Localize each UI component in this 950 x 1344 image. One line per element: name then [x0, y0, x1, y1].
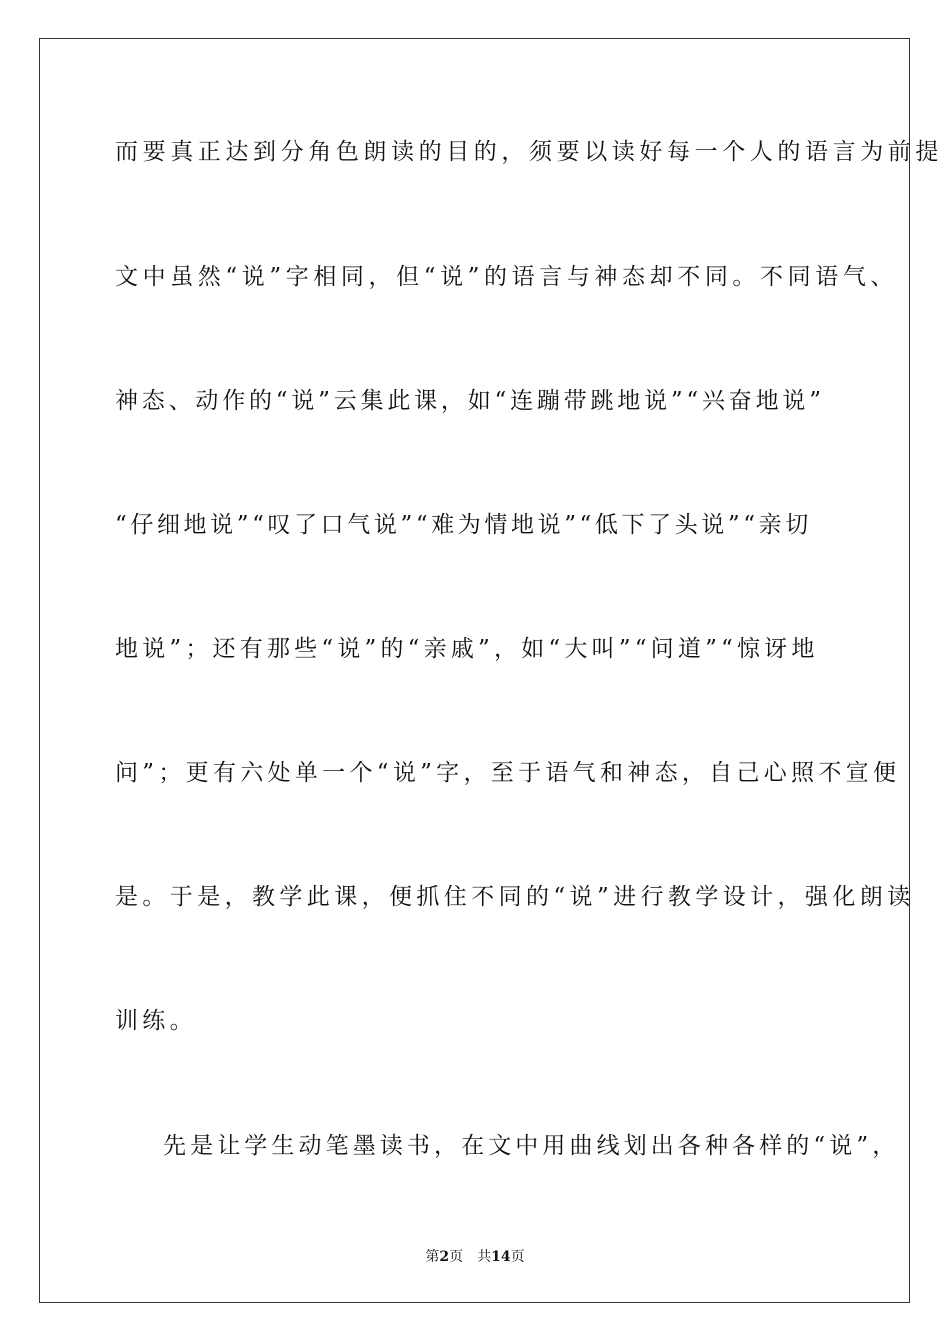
page-footer	[0, 1248, 950, 1266]
paragraph-line-8: 训练。	[115, 1008, 197, 1034]
paragraph-line-6: 问”；更有六处单一个“说”字，至于语气和神态，自己心照不宣便	[115, 760, 901, 786]
total-pages: 14	[491, 1249, 511, 1265]
page-border	[39, 38, 943, 1303]
page-number: 2	[439, 1249, 450, 1265]
paragraph-line-3: 神态、动作的“说”云集此课，如“连蹦带跳地说”“兴奋地说”	[115, 388, 825, 414]
page-prefix: 第	[425, 1249, 440, 1265]
paragraph-line-9: 先是让学生动笔墨读书，在文中用曲线划出各种各样的“说”，	[163, 1133, 900, 1159]
page-suffix: 页	[449, 1249, 464, 1265]
paragraph-line-4: “仔细地说”“叹了口气说”“难为情地说”“低下了头说”“亲切	[115, 512, 812, 538]
paragraph-line-7: 是。于是，教学此课，便抓住不同的“说”进行教学设计，强化朗读	[115, 884, 915, 910]
paragraph-line-1: 而要真正达到分角色朗读的目的，须要以读好每一个人的语言为前提	[115, 139, 943, 165]
paragraph-line-5: 地说”；还有那些“说”的“亲戚”，如“大叫”“问道”“惊讶地	[115, 636, 819, 662]
paragraph-line-2: 文中虽然“说”字相同，但“说”的语言与神态却不同。不同语气、	[115, 264, 899, 290]
total-suffix: 页	[510, 1249, 525, 1265]
total-prefix: 共	[477, 1249, 492, 1265]
